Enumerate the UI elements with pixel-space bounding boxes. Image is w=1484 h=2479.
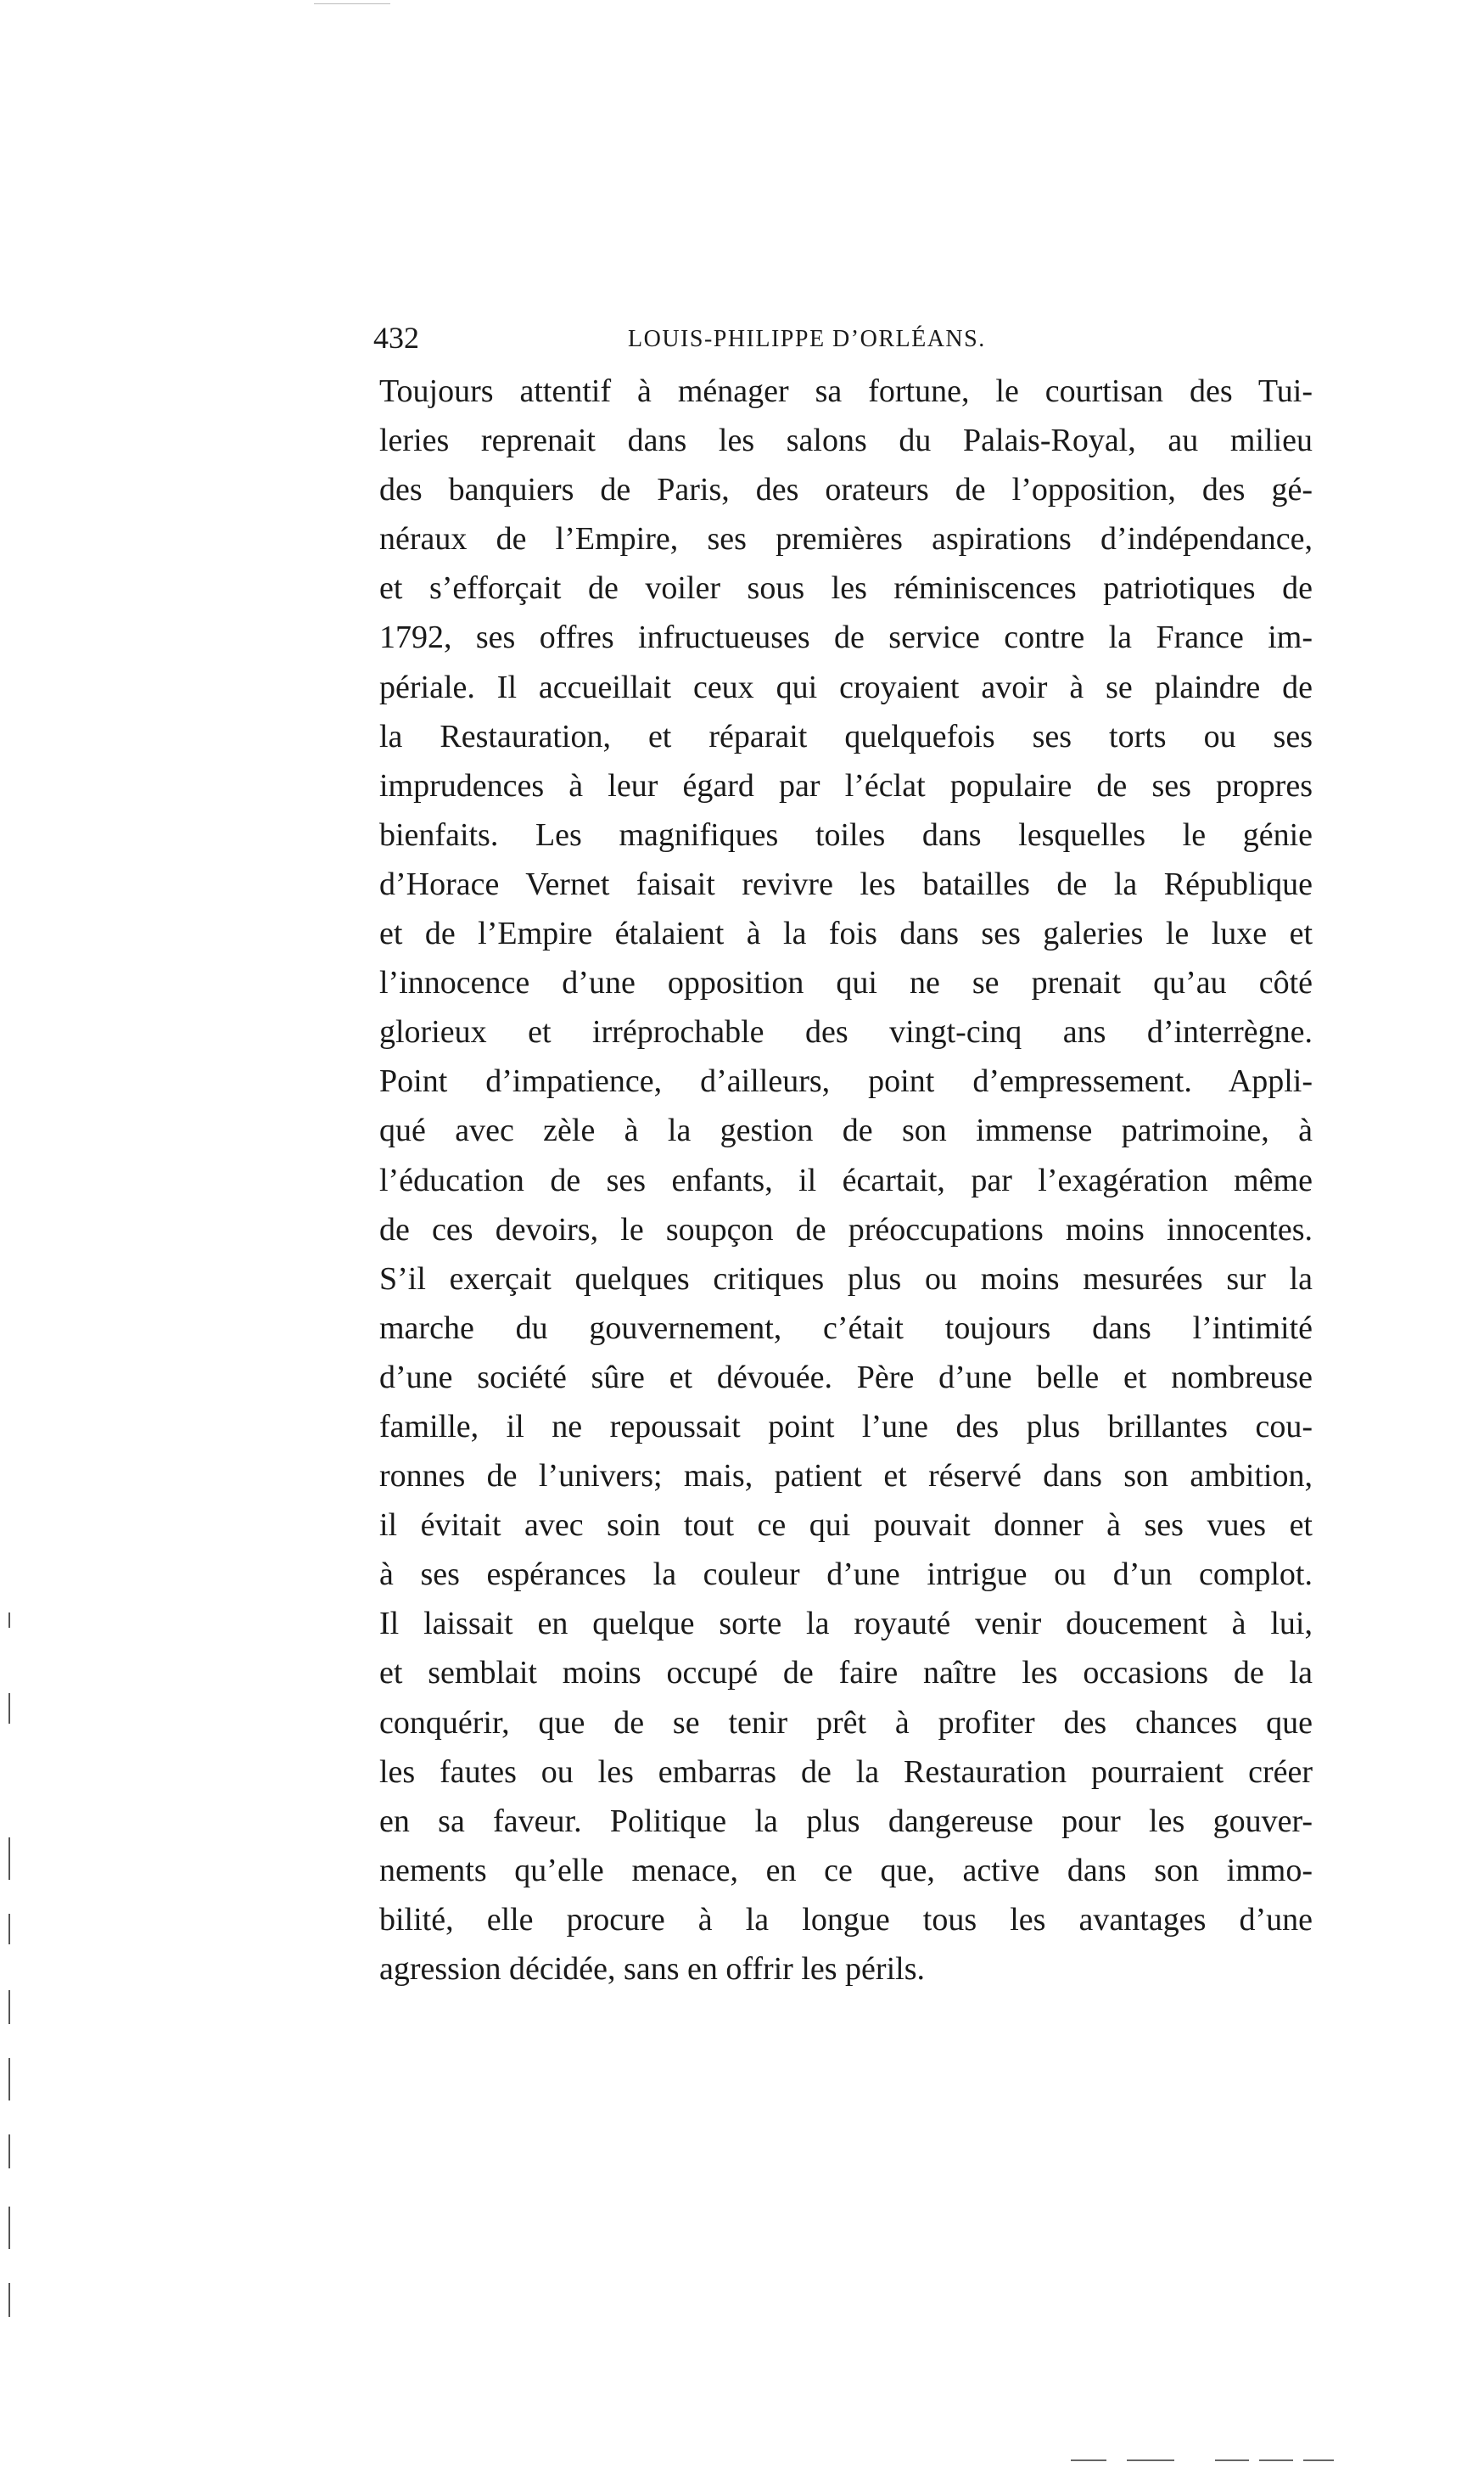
body-paragraph (379, 367, 1313, 1994)
text-line: leries reprenait dans les salons du Palais-Royal, au milieu (379, 423, 1313, 459)
text-line: ronnes de l’univers; mais, patient et réservé dans son ambition, (379, 1458, 1313, 1495)
text-line: d’Horace Vernet faisait revivre les batailles de la République (379, 866, 1313, 902)
text-line: de ces devoirs, le soupçon de préoccupations moins innocentes. (379, 1211, 1313, 1248)
scan-artifact-bottom (1215, 2459, 1249, 2461)
scan-artifact-margin (8, 2283, 10, 2317)
scan-artifact-margin (8, 2207, 10, 2249)
text-line: bienfaits. Les magnifiques toiles dans lesquelles le génie (379, 816, 1313, 853)
scan-artifact-margin (8, 1693, 10, 1724)
scan-artifact-bottom (1259, 2459, 1293, 2461)
scan-artifact-margin (8, 1837, 10, 1880)
text-line: néraux de l’Empire, ses premières aspirations d’indépendance, (379, 521, 1313, 558)
scan-artifact-bottom (1127, 2459, 1174, 2461)
text-line: en sa faveur. Politique la plus dangereuse pour les gouver- (379, 1803, 1313, 1839)
text-line: bilité, elle procure à la longue tous les avantages d’une (379, 1901, 1313, 1938)
running-head (373, 321, 1311, 355)
text-line: à ses espérances la couleur d’une intrigue ou d’un complot. (379, 1556, 1313, 1593)
running-title: LOUIS-PHILIPPE D’ORLÉANS. (628, 326, 986, 352)
scan-artifact-top (314, 3, 390, 4)
text-line: imprudences à leur égard par l’éclat populaire de ses propres (379, 767, 1313, 804)
scan-artifact-margin (8, 2058, 10, 2100)
text-line: d’une société sûre et dévouée. Père d’une belle et nombreuse (379, 1359, 1313, 1395)
scan-artifact-bottom (1071, 2459, 1106, 2461)
text-line: agression décidée, sans en offrir les périls. (379, 1951, 925, 1987)
scan-artifact-margin (8, 1914, 10, 1944)
text-line: Toujours attentif à ménager sa fortune, le courtisan des Tui- (379, 373, 1313, 409)
text-line: S’il exerçait quelques critiques plus ou moins mesurées sur la (379, 1260, 1313, 1297)
text-line: des banquiers de Paris, des orateurs de l’opposition, des gé- (379, 472, 1313, 508)
text-line: périale. Il accueillait ceux qui croyaient avoir à se plaindre de (379, 669, 1313, 705)
text-line: la Restauration, et réparait quelquefois ses torts ou ses (379, 718, 1313, 754)
text-line: l’innocence d’une opposition qui ne se prenait qu’au côté (379, 965, 1313, 1001)
text-line: marche du gouvernement, c’était toujours dans l’intimité (379, 1310, 1313, 1346)
text-line: Il laissait en quelque sorte la royauté venir doucement à lui, (379, 1606, 1313, 1642)
text-line: Point d’impatience, d’ailleurs, point d’empressement. Appli- (379, 1063, 1313, 1100)
text-line: glorieux et irréprochable des vingt-cinq ans d’interrègne. (379, 1014, 1313, 1051)
scan-artifact-margin (8, 1990, 10, 2024)
text-line: et semblait moins occupé de faire naître les occasions de la (379, 1655, 1313, 1691)
text-line: conquérir, que de se tenir prêt à profiter des chances que (379, 1704, 1313, 1741)
text-line: nements qu’elle menace, en ce que, active dans son immo- (379, 1852, 1313, 1888)
scan-artifact-bottom (1303, 2459, 1334, 2461)
text-line: les fautes ou les embarras de la Restauration pourraient créer (379, 1753, 1313, 1790)
text-line: l’éducation de ses enfants, il écartait, par l’exagération même (379, 1162, 1313, 1198)
text-line: 1792, ses offres infructueuses de service contre la France im- (379, 620, 1313, 656)
text-line: et de l’Empire étalaient à la fois dans ses galeries le luxe et (379, 916, 1313, 952)
scan-artifact-margin (8, 2134, 10, 2168)
text-line: et s’efforçait de voiler sous les réminiscences patriotiques de (379, 570, 1313, 607)
text-line: famille, il ne repoussait point l’une des plus brillantes cou- (379, 1408, 1313, 1444)
text-line: il évitait avec soin tout ce qui pouvait donner à ses vues et (379, 1507, 1313, 1544)
scan-artifact-margin (8, 1612, 10, 1628)
text-line: qué avec zèle à la gestion de son immense patrimoine, à (379, 1113, 1313, 1149)
page-number: 432 (373, 321, 419, 355)
